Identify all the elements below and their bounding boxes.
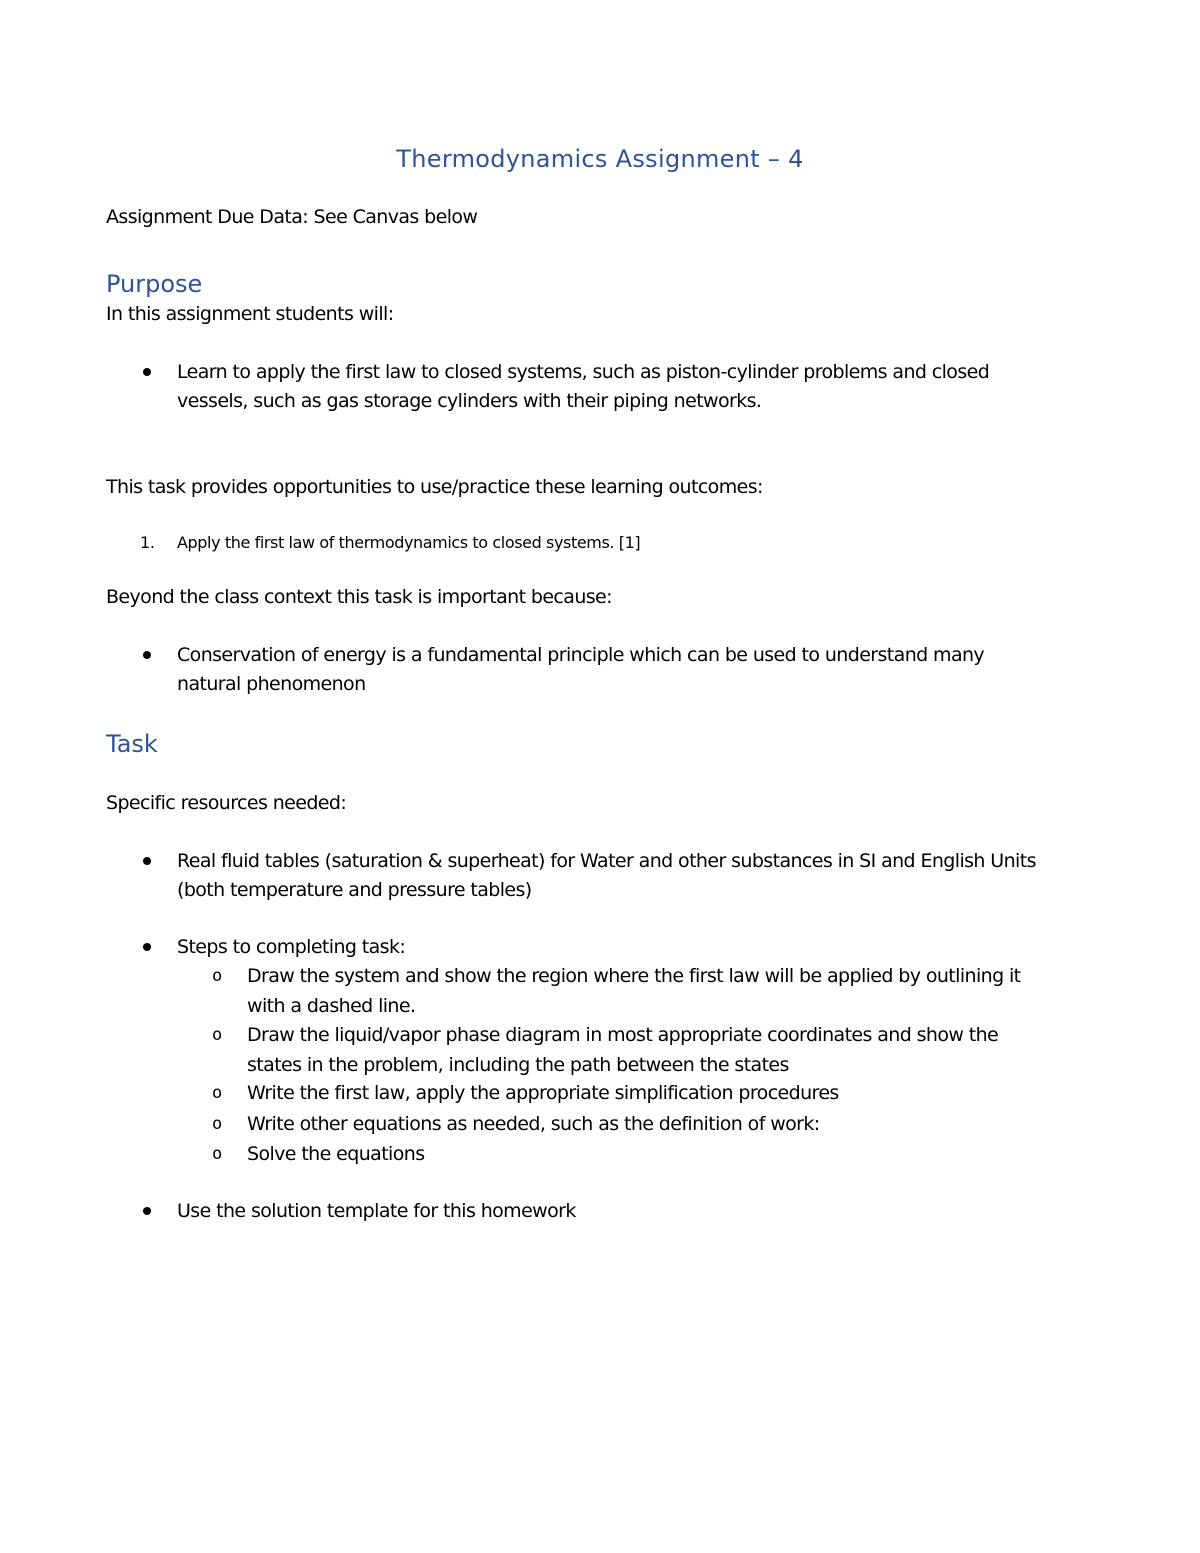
step-line: Draw the system and show the region where the first law will be applied by outlining it [247,965,1021,987]
step-item: Write the first law, apply the appropriate simplification procedures [247,1082,839,1104]
task-heading: Task [106,730,158,758]
importance-bullet-line: natural phenomenon [177,673,366,695]
circle-bullet-icon: o [212,1114,223,1134]
importance-bullet-item [177,641,984,699]
circle-bullet-icon: o [212,1025,223,1045]
final-bullet: Use the solution template for this homework [177,1200,576,1222]
purpose-intro: In this assignment students will: [106,303,394,325]
purpose-bullet-line: vessels, such as gas storage cylinders with their piping networks. [177,390,762,412]
resources-intro: Specific resources needed: [106,792,347,814]
importance-bullet-line: Conservation of energy is a fundamental principle which can be used to understand many [177,644,985,666]
resources-bullet-line: Real fluid tables (saturation & superheat) for Water and other substances in SI and English Units [177,850,1036,872]
circle-bullet-icon: o [212,1083,223,1103]
steps-label: Steps to completing task: [177,936,406,958]
document-title: Thermodynamics Assignment – 4 [396,145,804,173]
bullet-icon [141,855,153,867]
purpose-bullet-item [177,358,989,416]
bullet-icon [141,649,153,661]
purpose-bullet-line: Learn to apply the first law to closed systems, such as piston-cylinder problems and closed [177,361,990,383]
circle-bullet-icon: o [212,1144,223,1164]
outcomes-intro: This task provides opportunities to use/practice these learning outcomes: [106,476,763,498]
circle-bullet-icon: o [212,966,223,986]
bullet-icon [141,941,153,953]
step-item [247,961,1021,1021]
resources-bullet-line: (both temperature and pressure tables) [177,879,532,901]
purpose-heading: Purpose [106,270,203,298]
outcome-text: Apply the first law of thermodynamics to closed systems. [1] [177,533,641,552]
bullet-icon [141,1205,153,1217]
step-item [247,1020,998,1080]
importance-intro: Beyond the class context this task is important because: [106,586,612,608]
bullet-icon [141,366,153,378]
outcome-number: 1. [140,533,155,552]
step-line: states in the problem, including the path between the states [247,1054,789,1076]
resources-bullet-item [177,847,1036,905]
step-item: Solve the equations [247,1143,425,1165]
step-item: Write other equations as needed, such as the definition of work: [247,1113,820,1135]
step-line: with a dashed line. [247,995,416,1017]
step-line: Draw the liquid/vapor phase diagram in most appropriate coordinates and show the [247,1024,999,1046]
due-date-line: Assignment Due Data: See Canvas below [106,206,478,228]
